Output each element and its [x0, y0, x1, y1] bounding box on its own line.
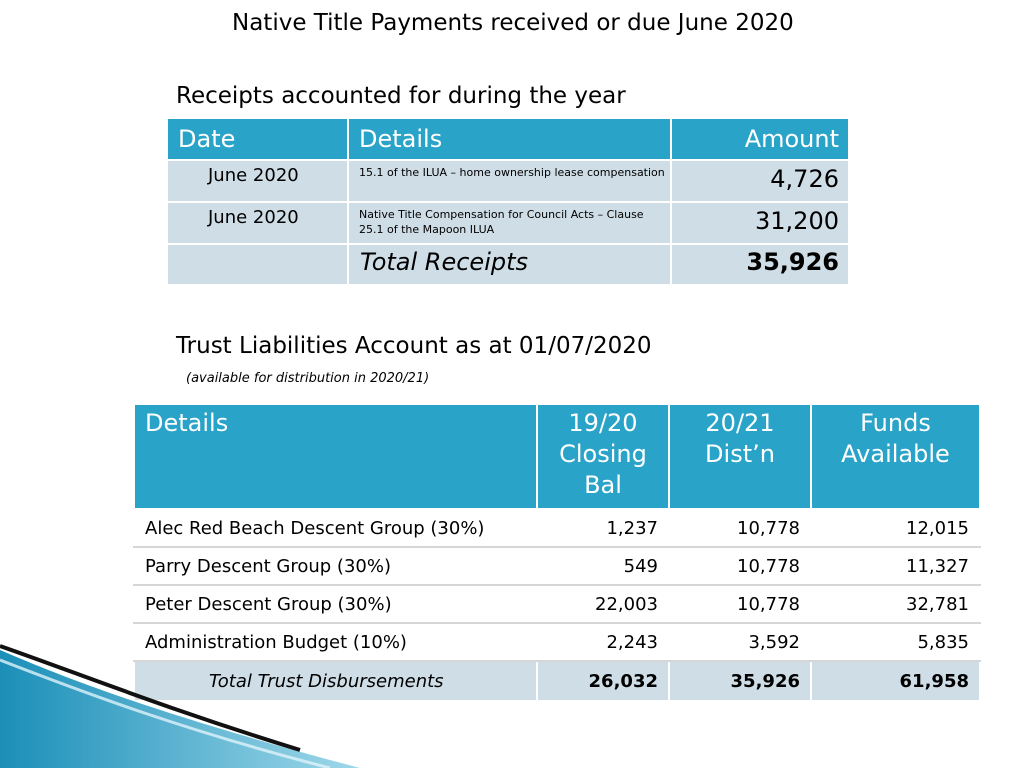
total-label: Total Trust Disbursements: [134, 661, 537, 701]
total-closing-balance: 26,032: [537, 661, 669, 701]
empty-cell: [167, 244, 348, 285]
distribution: 3,592: [669, 623, 811, 661]
distribution: 10,778: [669, 547, 811, 585]
trust-header-row: [134, 404, 980, 509]
funds-available: 12,015: [811, 509, 980, 547]
header-line: Funds: [860, 409, 931, 437]
receipt-details: 15.1 of the ILUA – home ownership lease compensation: [348, 160, 671, 202]
closing-balance: 549: [537, 547, 669, 585]
trust-note: (available for distribution in 2020/21): [186, 371, 430, 386]
column-header-date: Date: [167, 118, 348, 160]
group-name: Administration Budget (10%): [134, 623, 537, 661]
total-receipts-label: Total Receipts: [348, 244, 671, 285]
receipt-date: June 2020: [167, 202, 348, 244]
closing-balance: 22,003: [537, 585, 669, 623]
table-row: [134, 585, 980, 623]
column-header-details: Details: [348, 118, 671, 160]
total-receipts-amount: 35,926: [671, 244, 849, 285]
header-line: Available: [841, 440, 950, 468]
header-line: Dist’n: [705, 440, 775, 468]
header-line: Closing: [559, 440, 647, 468]
column-header-amount: Amount: [671, 118, 849, 160]
column-header-distribution: [669, 404, 811, 509]
closing-balance: 2,243: [537, 623, 669, 661]
group-name: Parry Descent Group (30%): [134, 547, 537, 585]
column-header-closing-bal: [537, 404, 669, 509]
header-line: 19/20: [568, 409, 638, 437]
receipts-header-row: [167, 118, 849, 160]
column-header-funds-available: [811, 404, 980, 509]
table-row: [167, 160, 849, 202]
receipts-table: [166, 117, 850, 286]
funds-available: 32,781: [811, 585, 980, 623]
distribution: 10,778: [669, 509, 811, 547]
page-title: Native Title Payments received or due June 2020: [232, 10, 794, 36]
closing-balance: 1,237: [537, 509, 669, 547]
receipt-amount: 4,726: [671, 160, 849, 202]
receipt-details: Native Title Compensation for Council Acts – Clause 25.1 of the Mapoon ILUA: [348, 202, 671, 244]
receipts-total-row: [167, 244, 849, 285]
receipts-heading: Receipts accounted for during the year: [176, 83, 626, 109]
total-distribution: 35,926: [669, 661, 811, 701]
trust-heading: Trust Liabilities Account as at 01/07/2020: [176, 333, 652, 359]
receipt-date: June 2020: [167, 160, 348, 202]
table-row: [167, 202, 849, 244]
receipt-amount: 31,200: [671, 202, 849, 244]
table-row: [134, 547, 980, 585]
header-line: 20/21: [705, 409, 775, 437]
total-funds-available: 61,958: [811, 661, 980, 701]
decorative-swoosh: [0, 640, 360, 768]
funds-available: 11,327: [811, 547, 980, 585]
group-name: Peter Descent Group (30%): [134, 585, 537, 623]
header-line: Bal: [584, 471, 622, 499]
column-header-details: Details: [134, 404, 537, 509]
table-row: [134, 509, 980, 547]
group-name: Alec Red Beach Descent Group (30%): [134, 509, 537, 547]
distribution: 10,778: [669, 585, 811, 623]
funds-available: 5,835: [811, 623, 980, 661]
